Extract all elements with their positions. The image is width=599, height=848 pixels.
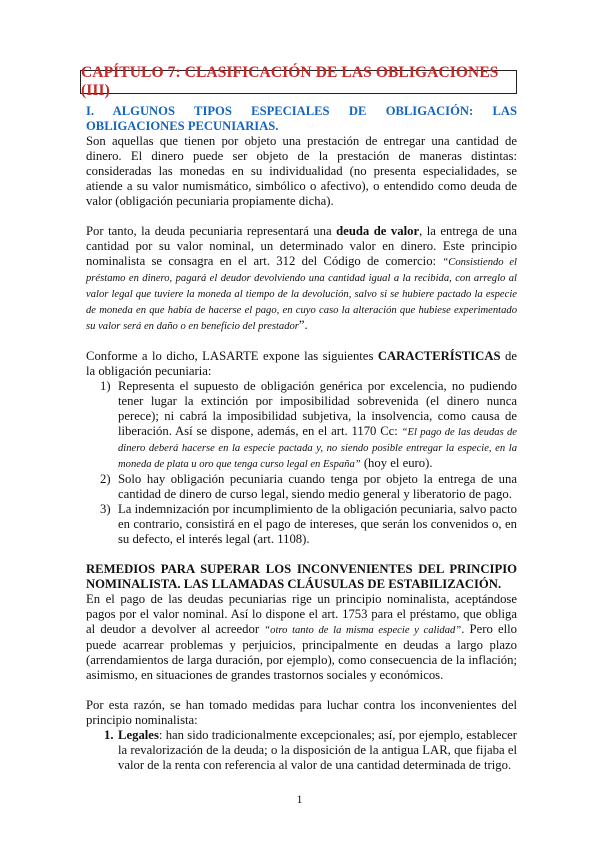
section2-paragraph-2: Por esta razón, se han tomado medidas para luchar contra los inconvenientes del principio nominalista:	[86, 698, 517, 727]
para2-text-b: , la entrega de una cantidad por su valor nominal, un determinado valor en dinero. Este principio nominalista se consagra en el art. 312 del Código de comercio:	[86, 224, 517, 268]
list-item-text: : han sido tradicionalmente excepcionales; así, por ejemplo, establecer la revalorización de la deuda; o la disposición de la antigua LAR, que fijaba el valor de la renta con referencia al valor de una cantidad determinada de trigo.	[118, 728, 517, 772]
chapter-title: CAPÍTULO 7: CLASIFICACIÓN DE LAS OBLIGACIONES (III)	[81, 64, 499, 99]
page-number: 1	[296, 792, 303, 806]
list-item	[86, 728, 517, 773]
section2-heading: REMEDIOS PARA SUPERAR LOS INCONVENIENTES DEL PRINCIPIO NOMINALISTA. LAS LLAMADAS CLÁUSULAS DE ESTABILIZACIÓN.	[86, 562, 517, 591]
list-item-text-end: (hoy el euro).	[360, 456, 433, 470]
list-item-bold-term: Legales	[118, 728, 159, 742]
section1-paragraph-2	[86, 224, 517, 334]
para2-quote: “Consistiendo el préstamo en dinero, pagará el deudor devolviendo una cantidad igual a la recibida, con arreglo al valor legal que tuviere la moneda al tiempo de la devolución, salvo si se hubiere pactado la especie de moneda en que había de hacerse el pago, en cuyo caso la alteración que hubiese experimentado su valor será en daño o en beneficio del prestador	[86, 257, 517, 332]
list-item	[86, 502, 517, 547]
list-item	[86, 379, 517, 472]
para3-text-b: de la obligación pecuniaria:	[86, 349, 517, 378]
para3-bold-term: CARACTERÍSTICAS	[377, 349, 501, 363]
para2-bold-term: deuda de valor	[336, 224, 420, 238]
section1-heading: I. ALGUNOS TIPOS ESPECIALES DE OBLIGACIÓN: LAS OBLIGACIONES PECUNIARIAS.	[86, 104, 517, 133]
list-item-number: 3)	[100, 502, 111, 516]
list-item-quote: “El pago de las deudas de dinero deberá hacerse en la especie pactada y, no siendo posible entregar la especie, en la moneda de plata u oro que tenga curso legal en España”	[118, 427, 517, 470]
s2-para1-text-a: En el pago de las deudas pecuniarias rige un principio nominalista, aceptándose pagos por el valor nominal. Así lo dispone el art. 1753 para el préstamo, que obliga al deudor a devolver al acreedor	[86, 592, 517, 636]
s2-para1-quote: “otro tanto de la misma especie y calidad”	[264, 625, 462, 636]
para2-end: ”.	[298, 318, 308, 332]
list-item-number: 1.	[104, 728, 114, 742]
list-item-text: La indemnización por incumplimiento de la obligación pecuniaria, salvo pacto en contrario, consistirá en el pago de intereses, que serán los convenidos o, en su defecto, el interés legal (art. 1108).	[118, 502, 517, 546]
list-item-text: Representa el supuesto de obligación genérica por excelencia, no pudiendo tener lugar la extinción por imposibilidad sobrevenida (el dinero nunca perece); ni cabrá la imposibilidad subjetiva, la insolvencia, como causa de liberación. Así se dispone, además, en el art. 1170 Cc:	[118, 379, 517, 438]
chapter-title-box	[80, 64, 517, 99]
section1-paragraph-1: Son aquellas que tienen por objeto una prestación de entregar una cantidad de dinero. El dinero puede ser objeto de la prestación de maneras distintas: consideradas las monedas en su individualidad (no presenta especialidades, se atiende a su valor numismático, simbólico o afectivo), o entendido como deuda de valor (obligación pecuniaria propiamente dicha).	[86, 134, 517, 208]
characteristics-list	[86, 379, 517, 547]
s2-para1-text-b: . Pero ello puede acarrear problemas y perjuicios, principalmente en deudas a largo plazo (arrendamientos de larga duración, por ejemplo), como consecuencia de la inflación; asimismo, en situaciones de grandes trastornos sociales y económicos.	[86, 622, 517, 682]
list-item-text: Solo hay obligación pecuniaria cuando tenga por objeto la entrega de una cantidad de dinero de curso legal, siendo medio general y liberatorio de pago.	[118, 472, 517, 501]
para2-text-a: Por tanto, la deuda pecuniaria representará una	[86, 224, 337, 238]
document-body	[86, 101, 517, 773]
section1-paragraph-3	[86, 349, 517, 379]
remedies-list	[86, 728, 517, 773]
list-item-number: 2)	[100, 472, 111, 486]
list-item-number: 1)	[100, 379, 111, 393]
list-item	[86, 472, 517, 502]
section2-paragraph-1	[86, 592, 517, 683]
para3-text-a: Conforme a lo dicho, LASARTE expone las siguientes	[86, 349, 378, 363]
